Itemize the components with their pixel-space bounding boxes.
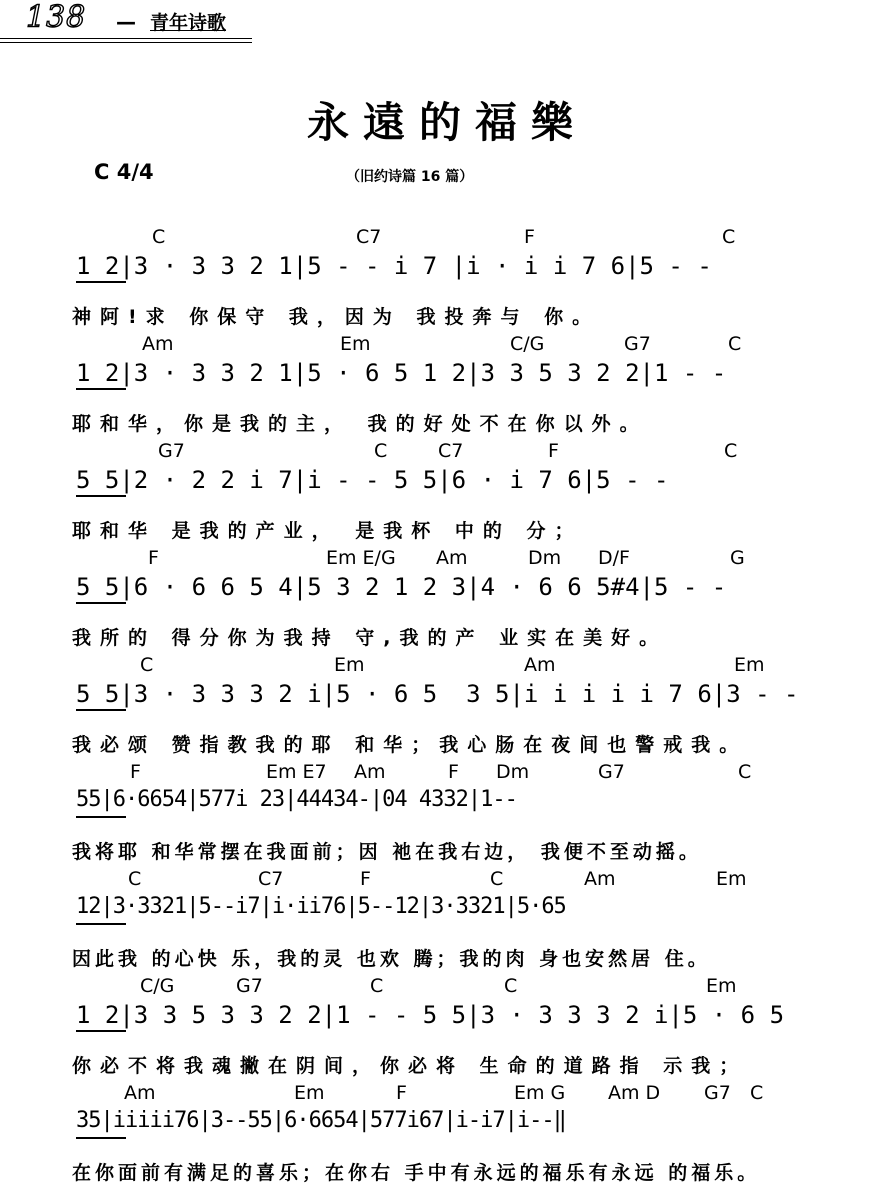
beam-underline bbox=[76, 495, 126, 497]
score-line bbox=[0, 761, 894, 868]
header-rule-bottom bbox=[0, 42, 252, 43]
lyrics-line: 我所的 得分你为我持 守,我的产 业实在美好。 bbox=[72, 627, 668, 649]
chord-symbol: Em E7 bbox=[266, 761, 327, 783]
chord-symbol: Dm bbox=[496, 761, 530, 783]
chord-symbol: F bbox=[148, 547, 159, 569]
lyrics-line: 你必不将我魂撇在阴间，你必将 生命的道路指 示我； bbox=[72, 1055, 748, 1077]
chord-symbol: G7 bbox=[598, 761, 625, 783]
lyrics-line: 我将耶 和华常摆在我面前；因 祂在我右边， 我便不至动摇。 bbox=[72, 841, 702, 863]
jianpu-notes: 5 5|6 · 6 6 5 4|5 3 2 1 2 3|4 · 6 6 5#4|5 - - bbox=[76, 573, 727, 601]
key-signature: C 4/4 bbox=[94, 160, 154, 184]
chord-symbol: C bbox=[152, 226, 166, 248]
header-rule-top bbox=[0, 38, 252, 39]
score-line bbox=[0, 440, 894, 547]
chord-symbol: G7 bbox=[624, 333, 651, 355]
chord-symbol: C7 bbox=[356, 226, 382, 248]
chord-symbol: C bbox=[128, 868, 142, 890]
jianpu-notes: 1 2|3 · 3 3 2 1|5 · 6 5 1 2|3 3 5 3 2 2|1 - - bbox=[76, 359, 727, 387]
chord-symbol: Em bbox=[734, 654, 765, 676]
beam-underline bbox=[76, 816, 126, 818]
chord-symbol: Am bbox=[124, 1082, 156, 1104]
chord-symbol: C bbox=[722, 226, 736, 248]
chord-symbol: Am D bbox=[608, 1082, 661, 1104]
score-line bbox=[0, 1082, 894, 1189]
chord-symbol: G7 bbox=[236, 975, 263, 997]
chord-symbol: Am bbox=[584, 868, 616, 890]
beam-underline bbox=[76, 281, 126, 283]
chord-symbol: Am bbox=[436, 547, 468, 569]
chord-symbol: F bbox=[524, 226, 535, 248]
chord-symbol: G bbox=[730, 547, 745, 569]
chord-symbol: Em bbox=[716, 868, 747, 890]
beam-underline bbox=[76, 709, 126, 711]
beam-underline bbox=[76, 1030, 126, 1032]
beam-underline bbox=[76, 1137, 126, 1139]
chord-symbol: F bbox=[448, 761, 459, 783]
lyrics-line: 我必颂 赞指教我的耶 和华；我心肠在夜间也警戒我。 bbox=[72, 734, 748, 756]
score-line bbox=[0, 333, 894, 440]
chord-symbol: C bbox=[750, 1082, 764, 1104]
jianpu-notes: 35|iiiii76|3--55|6·6654|577i67|i-i7|i--‖ bbox=[76, 1108, 566, 1133]
chord-symbol: C/G bbox=[510, 333, 545, 355]
chord-symbol: C bbox=[738, 761, 752, 783]
chord-symbol: C/G bbox=[140, 975, 175, 997]
beam-underline bbox=[76, 388, 126, 390]
chord-symbol: Dm bbox=[528, 547, 562, 569]
book-title: 青年诗歌 bbox=[150, 12, 227, 34]
song-title: 永遠的福樂 bbox=[306, 98, 587, 147]
lyrics-line: 因此我 的心快 乐，我的灵 也欢 腾；我的肉 身也安然居 住。 bbox=[72, 948, 711, 970]
header-dash: — bbox=[116, 10, 136, 34]
beam-underline bbox=[76, 923, 126, 925]
chord-symbol: C bbox=[374, 440, 388, 462]
lyrics-line: 耶和华 是我的产业， 是我杯 中的 分； bbox=[72, 520, 583, 542]
chord-symbol: Em bbox=[334, 654, 365, 676]
chord-symbol: F bbox=[548, 440, 559, 462]
chord-symbol: C bbox=[490, 868, 504, 890]
score-line bbox=[0, 654, 894, 761]
chord-symbol: C bbox=[724, 440, 738, 462]
chord-symbol: C bbox=[140, 654, 154, 676]
jianpu-notes: 1 2|3 3 5 3 3 2 2|1 - - 5 5|3 · 3 3 3 2 i|5 · 6 5 bbox=[76, 1001, 785, 1029]
jianpu-notes: 5 5|2 · 2 2 i 7|i - - 5 5|6 · i 7 6|5 - - bbox=[76, 466, 669, 494]
lyrics-line: 在你面前有满足的喜乐；在你右 手中有永远的福乐有永远 的福乐。 bbox=[72, 1162, 761, 1184]
chord-symbol: Em bbox=[706, 975, 737, 997]
jianpu-notes: 1 2|3 · 3 3 2 1|5 - - i 7 |i · i i 7 6|5 - - bbox=[76, 252, 712, 280]
chord-symbol: Am bbox=[524, 654, 556, 676]
chord-symbol: Am bbox=[142, 333, 174, 355]
chord-symbol: F bbox=[360, 868, 371, 890]
jianpu-notes: 5 5|3 · 3 3 3 2 i|5 · 6 5 3 5|i i i i i 7 6|3 - - bbox=[76, 680, 799, 708]
score-line bbox=[0, 547, 894, 654]
chord-symbol: Em G bbox=[514, 1082, 566, 1104]
chord-symbol: F bbox=[130, 761, 141, 783]
score-line bbox=[0, 226, 894, 333]
chord-symbol: G7 bbox=[704, 1082, 731, 1104]
lyrics-line: 神阿!求 你保守 我，因为 我投奔与 你。 bbox=[72, 306, 601, 328]
beam-underline bbox=[76, 602, 126, 604]
score-line bbox=[0, 975, 894, 1082]
chord-symbol: G7 bbox=[158, 440, 185, 462]
jianpu-notes: 55|6·6654|577i 23|44434-|04 4332|1-- bbox=[76, 787, 517, 812]
lyrics-line: 耶和华，你是我的主， 我的好处不在你以外。 bbox=[72, 413, 648, 435]
chord-symbol: C7 bbox=[258, 868, 284, 890]
chord-symbol: D/F bbox=[598, 547, 630, 569]
chord-symbol: C bbox=[504, 975, 518, 997]
chord-symbol: C bbox=[370, 975, 384, 997]
chord-symbol: Am bbox=[354, 761, 386, 783]
chord-symbol: Em E/G bbox=[326, 547, 396, 569]
score-line bbox=[0, 868, 894, 975]
chord-symbol: F bbox=[396, 1082, 407, 1104]
jianpu-notes: 12|3·3321|5--i7|i·ii76|5--12|3·3321|5·65 bbox=[76, 894, 566, 919]
chord-symbol: C bbox=[728, 333, 742, 355]
page-number: 138 bbox=[26, 0, 87, 35]
scripture-source: （旧约诗篇 16 篇） bbox=[346, 169, 474, 185]
chord-symbol: Em bbox=[340, 333, 371, 355]
chord-symbol: C7 bbox=[438, 440, 464, 462]
chord-symbol: Em bbox=[294, 1082, 325, 1104]
